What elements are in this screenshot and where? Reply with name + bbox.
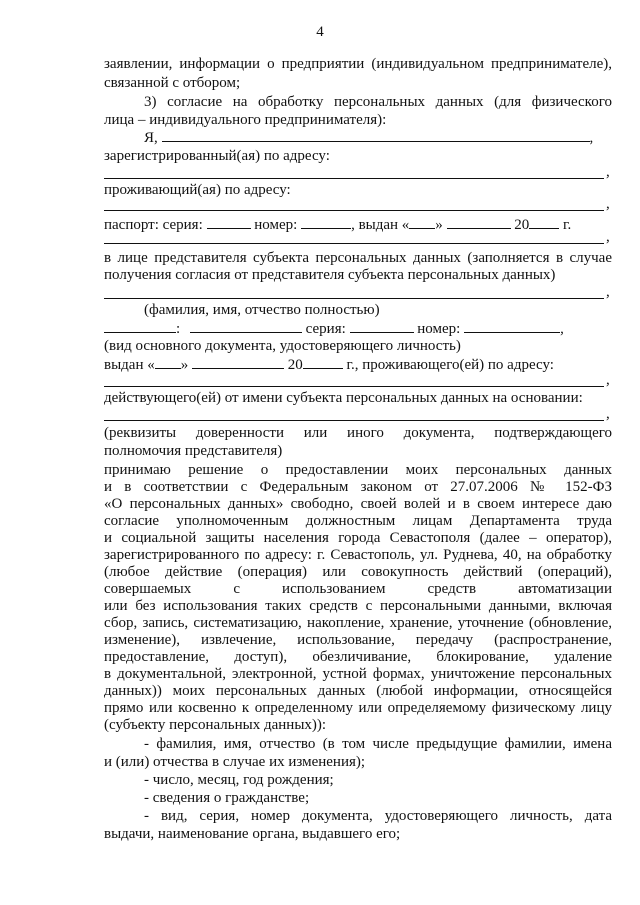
- text-line: лица – индивидуального предпринимателя):: [104, 112, 387, 128]
- rep-issue-year-field[interactable]: [303, 356, 343, 369]
- text-line: действующего(ей) от имени субъекта персональных данных на основании:: [104, 390, 583, 406]
- text-line: заявлении, информации о предприятии (индивидуальном предпринимателе),: [104, 56, 612, 72]
- authority-basis-field[interactable]: [104, 420, 604, 421]
- rep-issued-line: [104, 356, 612, 374]
- consent-name-line: Я, ,: [144, 130, 594, 146]
- text-line: в лице представителя субъекта персональных данных (заполняется в случае: [104, 250, 612, 266]
- text-line: (субъекту персональных данных)):: [104, 717, 327, 733]
- rep-issue-day-field[interactable]: [155, 356, 181, 369]
- text-line: в документальной, электронной, устной формах, уничтожение персональных: [104, 666, 612, 682]
- residence-address-field[interactable]: [104, 210, 604, 211]
- rep-address-label: г., проживающего(ей) по адресу:: [346, 357, 554, 373]
- rep-address-field[interactable]: [104, 386, 604, 387]
- document-page: 4 заявлении, информации о предприятии (индивидуальном предпринимателе), связанной с отбором; 3) согласие на обработку персональных данных (для физического лица – индивидуального предпринимателя): Я, , зарегистрированный(ая) по адресу: , проживающий(ая) по адресу: , паспорт: серия: номер: , выдан « » 20 г. , в лице представителя субъекта персональных данных (заполняется в случае получения согласия от представителя субъекта персональных данных) , (фамилия, имя, отчество полностью) : серия: номер: , (вид основного документа, удостоверяющего личность) выдан « » 20 г., проживающего(ей) по адресу: , действующего(ей) от имени субъекта персональных данных на основании: , (реквизиты доверенности или иного документа, подтверждающего полномочия представителя) принимаю решение о предоставлении моих персональных данных и в соответствии с Федеральным законом от 27.07.2006 № 152-ФЗ «О персональных данных» свободно, своей волей и в своем интересе даю согласие уполномоченным должностным лицам Департамента труда и социальной защиты населения города Севастополя (далее – оператор), зарегистрированного по адресу: г. Севастополь, ул. Руднева, 40, на обработку (любое действие (операция) или совокупность действий (операций), совершаемых с использованием средств автоматизации или без использования таких средств с персональными данными, включая сбор, запись, систематизацию, накопление, хранение, уточнение (обновление, изменение), извлечение, использование, передачу (распространение, предоставление, доступ), обезличивание, блокирование, удаление в документальной, электронной, устной формах, уничтожение персональных данных)) моих персональных данных (любой информации, относящейся прямо или косвенно к определенному или определяемому физическому лицу (субъекту персональных данных)): - фамилия, имя, отчество (в том числе предыдущие фамилии, имена и (или) отчества в случае их изменения); - число, месяц, год рождения; - сведения о гражданстве; - вид, серия, номер документа, удостоверяющего личность, дата выдачи, наименование органа, выдавшего его;: [0, 0, 640, 905]
- text-line: согласие уполномоченным должностным лицам Департамента труда: [104, 513, 612, 529]
- document-series-field[interactable]: [350, 320, 414, 333]
- issued-label: выдан «: [104, 357, 155, 373]
- text-line: изменение), извлечение, использование, передачу (распространение,: [104, 632, 612, 648]
- text-line: получения согласия от представителя субъекта персональных данных): [104, 267, 556, 283]
- text-line: сбор, запись, систематизацию, накопление, хранение, уточнение (обновление,: [104, 615, 612, 631]
- name-field[interactable]: [162, 129, 590, 142]
- text-line: принимаю решение о предоставлении моих персональных данных: [104, 462, 612, 478]
- text-line: 3) согласие на обработку персональных данных (для физического: [144, 94, 612, 110]
- representative-name-field[interactable]: [104, 298, 604, 299]
- passport-number-label: номер:: [254, 217, 298, 233]
- page-number: 4: [316, 24, 324, 40]
- text-line: совершаемых с использованием средств автоматизации: [104, 581, 612, 597]
- doc-kind-caption: (вид основного документа, удостоверяющего личность): [104, 338, 461, 354]
- issue-year-field[interactable]: [529, 216, 559, 229]
- fio-caption: (фамилия, имя, отчество полностью): [144, 302, 380, 318]
- list-item: - вид, серия, номер документа, удостоверяющего личность, дата: [144, 808, 612, 824]
- issue-day-field[interactable]: [409, 216, 435, 229]
- passport-series-field[interactable]: [207, 216, 251, 229]
- passport-series-label: паспорт: серия:: [104, 217, 203, 233]
- document-number-field[interactable]: [464, 320, 560, 333]
- rep-issue-month-field[interactable]: [192, 356, 284, 369]
- year-prefix: 20: [287, 357, 303, 373]
- text-line: и в соответствии с Федеральным законом от 27.07.2006 № 152-ФЗ: [104, 479, 612, 495]
- ya-label: Я,: [144, 130, 158, 146]
- text-line: зарегистрированного по адресу: г. Севастополь, ул. Руднева, 40, на обработку: [104, 547, 612, 563]
- list-item: - число, месяц, год рождения;: [144, 772, 334, 788]
- year-suffix: г.: [563, 217, 572, 233]
- passport-number-field[interactable]: [301, 216, 351, 229]
- text-line: «О персональных данных» свободно, своей волей и в своем интересе даю: [104, 496, 612, 512]
- text-line: (любое действие (операция) или совокупность действий (операций),: [104, 564, 612, 580]
- registration-address-field[interactable]: [104, 178, 604, 179]
- series-label: серия:: [305, 321, 346, 337]
- text-line: предоставление, доступ), обезличивание, блокирование, удаление: [104, 649, 612, 665]
- text-line: зарегистрированный(ая) по адресу:: [104, 148, 330, 164]
- text-line: проживающий(ая) по адресу:: [104, 182, 291, 198]
- list-item-continuation: и (или) отчества в случае их изменения);: [104, 754, 366, 770]
- issued-label: , выдан «: [351, 217, 410, 233]
- issue-month-field[interactable]: [447, 216, 511, 229]
- text-line: данных)) моих персональных данных (любой информации, относящейся: [104, 683, 612, 699]
- rep-document-line: : серия: номер: ,: [104, 320, 612, 338]
- passport-line: [104, 216, 612, 234]
- text-line: прямо или косвенно к определенному или определяемому физическому лицу: [104, 700, 612, 716]
- number-label: номер:: [417, 321, 461, 337]
- text-line: полномочия представителя): [104, 443, 283, 459]
- document-type-field[interactable]: [104, 320, 176, 333]
- text-line: и социальной защиты населения города Севастополя (далее – оператор),: [104, 530, 612, 546]
- colon: :: [176, 321, 181, 337]
- text-line: или без использования таких средств с персональными данными, включая: [104, 598, 612, 614]
- quote-close: »: [180, 357, 189, 373]
- text-line: связанной с отбором;: [104, 75, 241, 91]
- text-line: (реквизиты доверенности или иного документа, подтверждающего: [104, 425, 612, 441]
- year-prefix: 20: [514, 217, 530, 233]
- list-item: - фамилия, имя, отчество (в том числе предыдущие фамилии, имена: [144, 736, 612, 752]
- document-detail-field[interactable]: [190, 320, 302, 333]
- list-item: - сведения о гражданстве;: [144, 790, 310, 806]
- quote-close: »: [435, 217, 443, 233]
- list-item-continuation: выдачи, наименование органа, выдавшего его;: [104, 826, 401, 842]
- passport-issuer-field[interactable]: [104, 243, 604, 244]
